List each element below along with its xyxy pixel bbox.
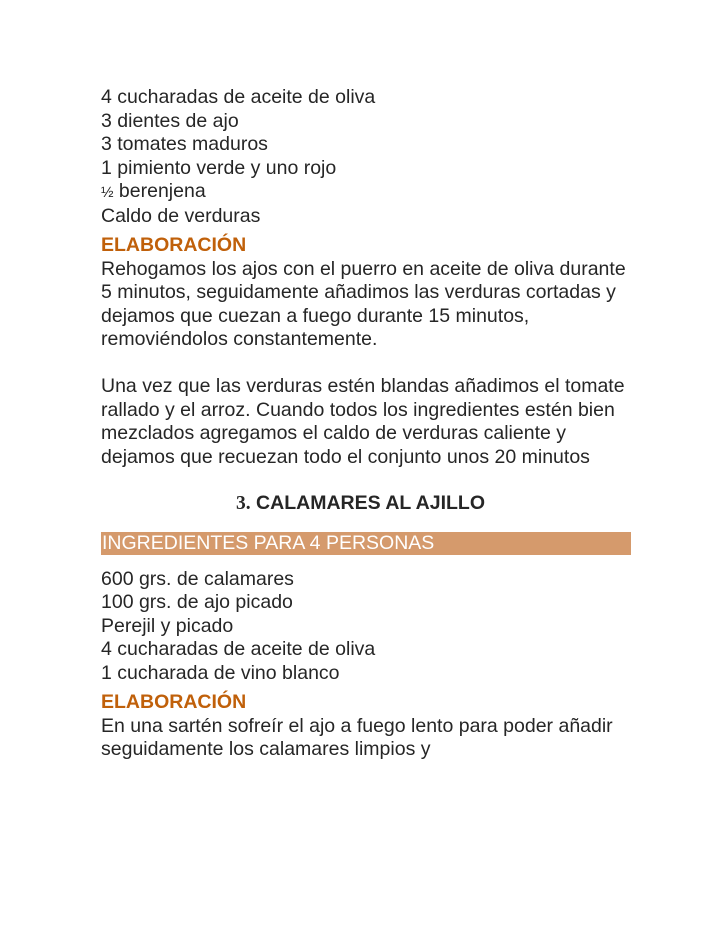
elaboration-heading: ELABORACIÓN	[101, 234, 247, 256]
ingredient-list-1	[101, 86, 631, 228]
ingredient-item: Caldo de verduras	[101, 204, 261, 227]
ingredient-item: 1 cucharada de vino blanco	[101, 661, 340, 684]
elaboration-paragraph: En una sartén sofreír el ajo a fuego lento para poder añadir seguidamente los calamares limpios y	[101, 714, 613, 760]
recipe-number: 3.	[236, 493, 251, 514]
recipe-name: CALAMARES AL AJILLO	[256, 492, 485, 514]
ingredient-item: 3 dientes de ajo	[101, 109, 239, 132]
ingredient-item: 3 tomates maduros	[101, 133, 268, 155]
ingredient-item: Perejil y picado	[101, 614, 234, 637]
ingredient-item: 100 grs. de ajo picado	[101, 591, 293, 613]
ingredient-item: 4 cucharadas de aceite de oliva	[101, 638, 376, 660]
ingredient-item: 1 pimiento verde y uno rojo	[101, 156, 337, 179]
elaboration-section-3	[101, 691, 631, 762]
elaboration-paragraph: Rehogamos los ajos con el puerro en aceite de oliva durante 5 minutos, seguidamente añadimos las verduras cortadas y dejamos que cuezan a fuego durante 15 minutos, removiéndolos constantemente.	[101, 257, 626, 350]
document-page	[101, 86, 631, 762]
ingredient-list-3	[101, 568, 631, 686]
recipe-title	[236, 492, 631, 516]
elaboration-section-1	[101, 234, 631, 469]
ingredient-item: ½ berenjena	[101, 180, 206, 202]
ingredients-heading-band: INGREDIENTES PARA 4 PERSONAS	[101, 532, 631, 555]
ingredient-item: 4 cucharadas de aceite de oliva	[101, 86, 376, 108]
ingredient-item: 600 grs. de calamares	[101, 567, 294, 590]
elaboration-paragraph: Una vez que las verduras estén blandas añadimos el tomate rallado y el arroz. Cuando todos los ingredientes estén bien mezclados agregamos el caldo de verduras caliente y dejamos que recuezan todo el conjunto unos 20 minutos	[101, 375, 625, 468]
elaboration-heading: ELABORACIÓN	[101, 691, 247, 713]
